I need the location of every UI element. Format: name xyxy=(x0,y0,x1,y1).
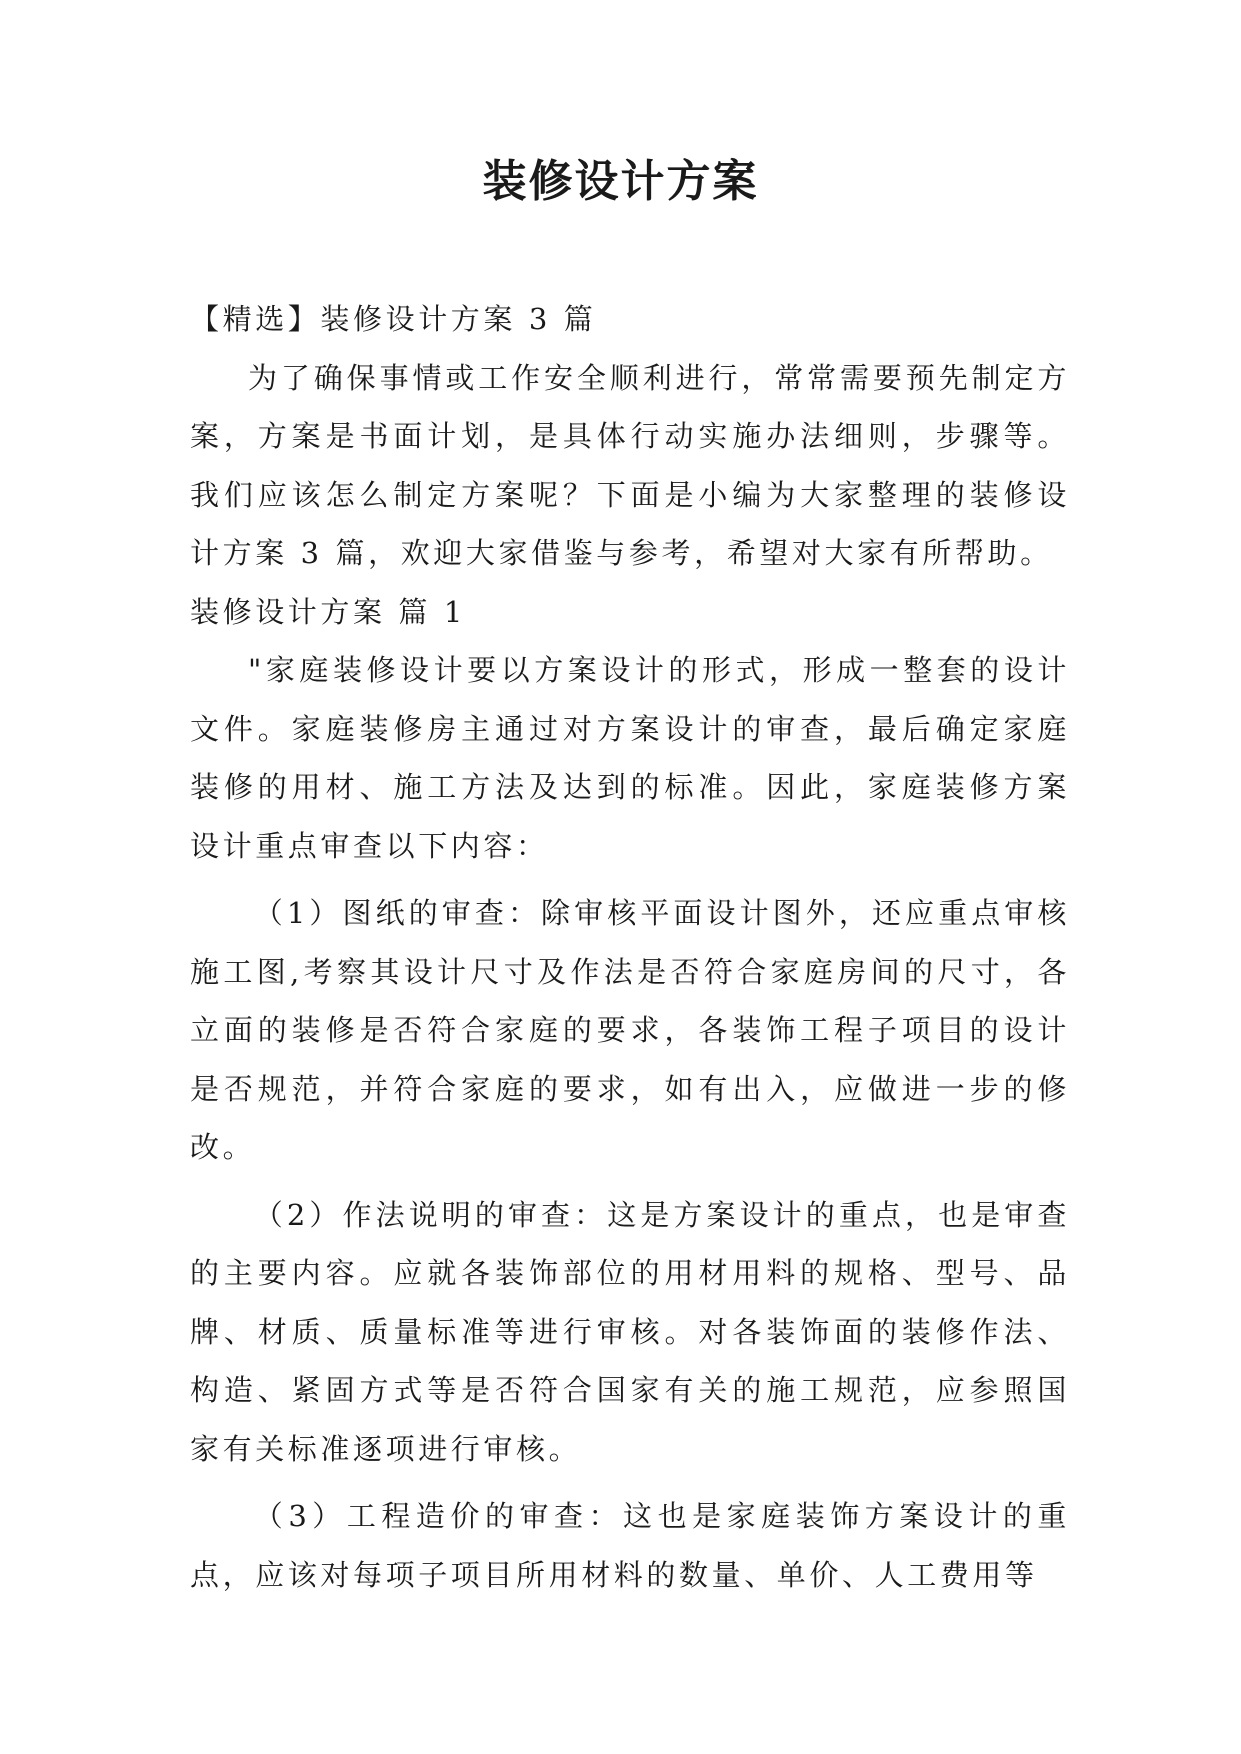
section-heading: 装修设计方案 篇 1 xyxy=(190,594,466,629)
document-title: 装修设计方案 xyxy=(482,156,759,207)
document-body xyxy=(190,290,1070,1604)
review-item-2: （2）作法说明的审查：这是方案设计的重点，也是审查的主要内容。应就各装饰部位的用材用料的规格、型号、品牌、材质、质量标准等进行审核。对各装饰面的装修作法、构造、紧固方式等是否符合国家有关的施工规范，应参照国家有关标准逐项进行审核。 xyxy=(190,1197,1070,1466)
review-item-3: （3）工程造价的审查：这也是家庭装饰方案设计的重点，应该对每项子项目所用材料的数量、单价、人工费用等 xyxy=(190,1499,1070,1592)
section-intro-paragraph: "家庭装修设计要以方案设计的形式，形成一整套的设计文件。家庭装修房主通过对方案设计的审查，最后确定家庭装修的用材、施工方法及达到的标准。因此，家庭装修方案设计重点审查以下内容： xyxy=(190,653,1070,863)
review-item-1: （1）图纸的审查：除审核平面设计图外，还应重点审核施工图,考察其设计尺寸及作法是否符合家庭房间的尺寸，各立面的装修是否符合家庭的要求，各装饰工程子项目的设计是否规范，并符合家庭的要求，如有出入，应做进一步的修改。 xyxy=(190,896,1070,1164)
intro-paragraph: 为了确保事情或工作安全顺利进行，常常需要预先制定方案，方案是书面计划，是具体行动实施办法细则，步骤等。我们应该怎么制定方案呢？下面是小编为大家整理的装修设计方案 3 篇，欢迎大家借鉴与参考，希望对大家有所帮助。 xyxy=(190,360,1070,570)
document-subtitle: 【精选】装修设计方案 3 篇 xyxy=(190,302,597,336)
